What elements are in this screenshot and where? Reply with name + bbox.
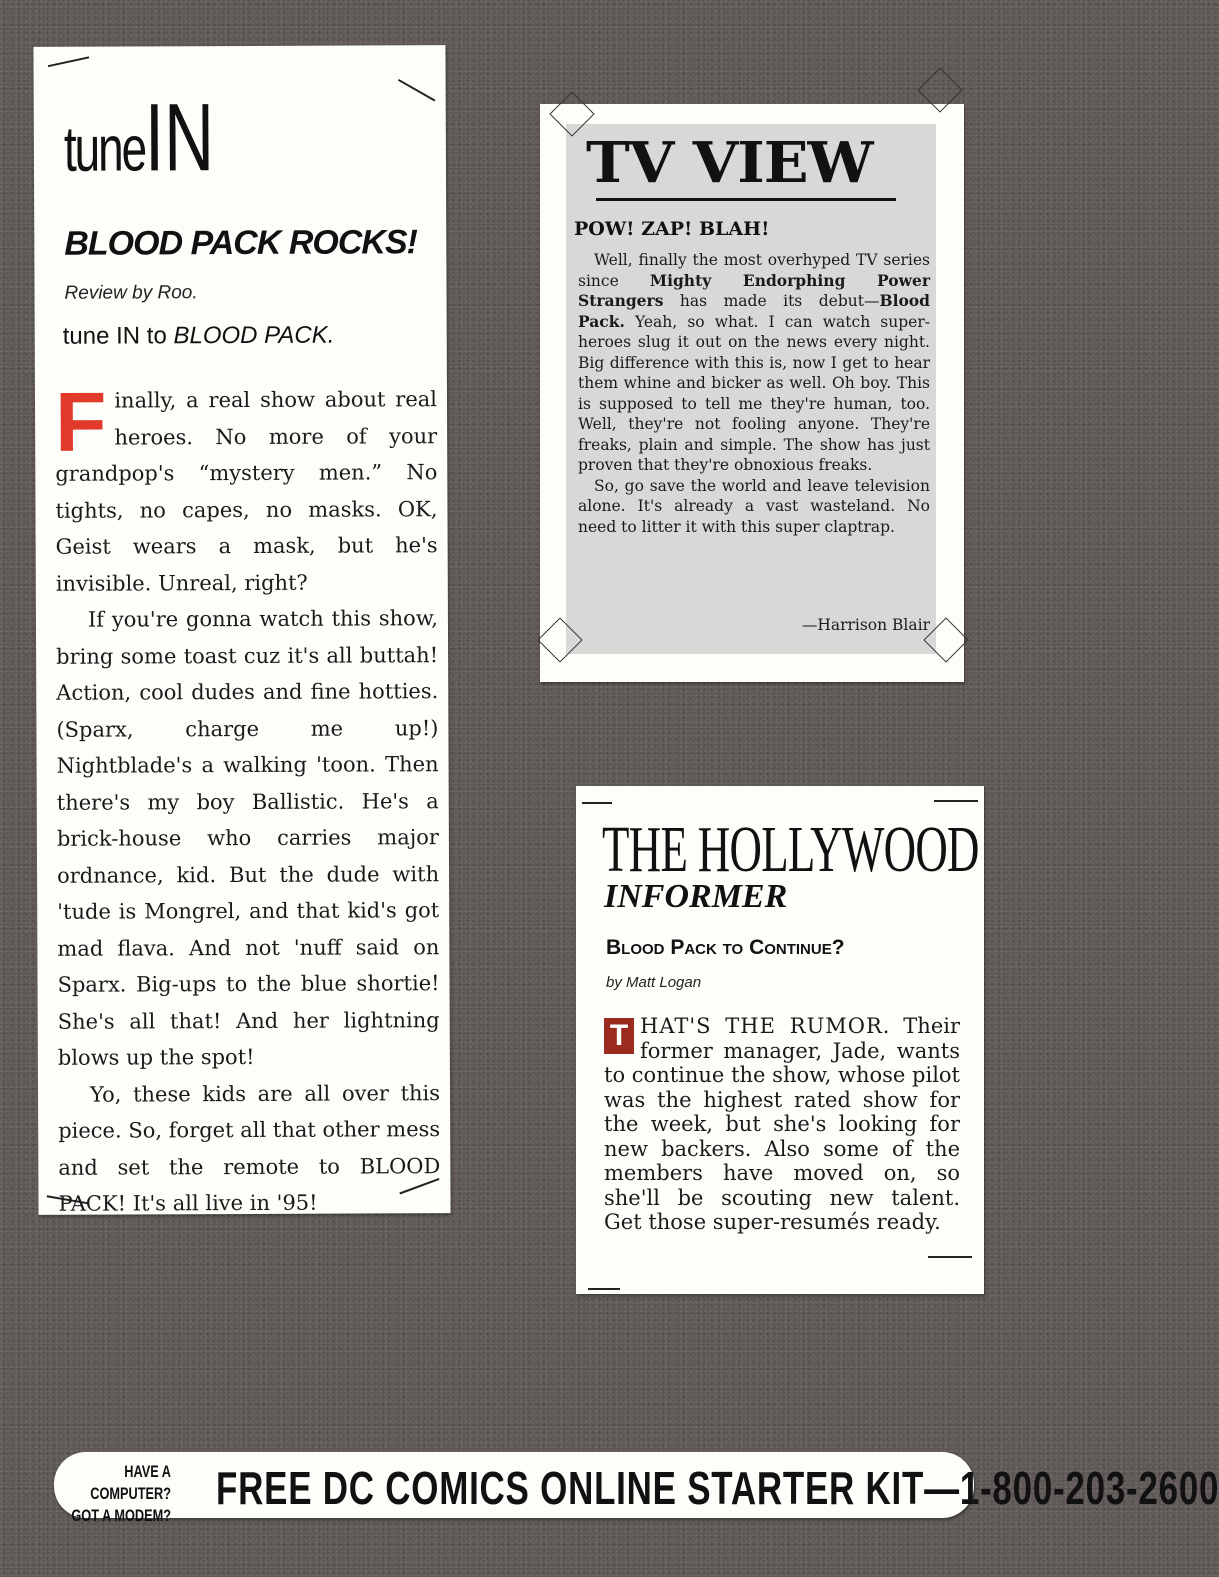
title-rule <box>596 198 896 201</box>
drop-cap: T <box>604 1018 634 1054</box>
paragraph-text: inally, a real show about real heroes. No more of your grandpop's “mystery men.” No tights, no capes, no masks. OK, Geist wears a mask, but he's invisible. Unreal, right? <box>55 387 438 596</box>
paragraph: So, go save the world and leave television alone. It's already a vast wasteland. No need to litter it with this super claptrap. <box>578 476 930 536</box>
hollywood-body <box>604 1014 960 1235</box>
tune-in-logo <box>63 84 215 192</box>
show-name: Blood Pack. <box>578 291 930 331</box>
paragraph: Yo, these kids are all over this piece. So, forget all that other mess and set the remote to BLOOD PACK! It's all live in '95! <box>58 1080 441 1216</box>
logo-big-text: IN <box>144 84 215 192</box>
lead-caps: HAT'S THE RUMOR. <box>640 1014 891 1038</box>
paragraph <box>54 374 438 602</box>
tape-mark <box>917 67 962 112</box>
hollywood-title: THE HOLLYWOOD <box>602 813 979 886</box>
body-text: Their former manager, Jade, wants to continue the show, whose pilot was the highest rated show for the week, but she's looking for new backers. Also some of the members have moved on, so she'll be scouting new talent. Get those super-resumés ready. <box>604 1014 961 1234</box>
text-run: Yeah, so what. I can watch super-heroes slug it out on the news every night. Big difference with this is, now I get to hear them whine and bicker as well. Oh boy. This is supposed to tell me they're human, too. Well, they're not fooling anyone. They're freaks, plain and simple. The show has just proven that they're obnoxious freaks. <box>578 312 930 474</box>
tape-mark <box>928 1256 972 1258</box>
tv-view-title: TV VIEW <box>586 130 873 196</box>
tape-mark <box>582 802 612 804</box>
hollywood-informer-clipping <box>576 786 984 1294</box>
text-run: has made its debut— <box>663 292 880 310</box>
text-run: Well, finally the most overhyped TV series since <box>578 251 930 290</box>
tv-view-headline: POW! ZAP! BLAH! <box>574 218 770 240</box>
logo-small-text: tune <box>63 112 146 185</box>
signature: —Harrison Blair <box>801 616 930 634</box>
tape-mark <box>934 800 978 802</box>
show-name: Mighty Endorphing Power Strangers <box>578 270 930 310</box>
tune-in-lede <box>63 322 335 351</box>
banner-question <box>66 1461 171 1527</box>
tv-view-body <box>578 250 930 537</box>
tv-view-clipping <box>540 104 964 682</box>
banner-line-2: GOT A MODEM? <box>71 1506 171 1525</box>
banner-line-1: HAVE A COMPUTER? <box>90 1462 171 1503</box>
drop-cap: F <box>54 374 107 469</box>
tune-in-headline: BLOOD PACK ROCKS! <box>64 223 417 263</box>
hollywood-subtitle: INFORMER <box>604 878 788 915</box>
hollywood-byline: by Matt Logan <box>606 974 702 991</box>
online-starter-kit-banner <box>54 1452 1219 1525</box>
tune-in-clipping <box>33 45 450 1215</box>
tune-in-body <box>54 374 441 1222</box>
banner-main-text: FREE DC COMICS ONLINE STARTER KIT—1-800-203-2600 <box>216 1462 1219 1514</box>
tape-mark <box>48 56 89 67</box>
paragraph <box>578 250 930 476</box>
tape-mark <box>588 1288 620 1290</box>
tune-in-byline: Review by Roo. <box>64 282 198 304</box>
hollywood-headline: Blood Pack to Continue? <box>606 936 845 959</box>
tape-mark <box>398 79 435 102</box>
lede-prefix: tune IN to <box>62 322 174 350</box>
paragraph: If you're gonna watch this show, bring some toast cuz it's all buttah! Action, cool dudes and fine hotties. (Sparx, charge me up!) Nightblade's a walking 'toon. Then there's my boy Ballistic. He's a brick-house who carries major ordnance, kid. But the dude with 'tude is Mongrel, and that kid's got mad flava. And not 'nuff said on Sparx. Big-ups to the blue shortie! She's all that! And her lightning blows up the spot! <box>56 606 440 1070</box>
lede-title: BLOOD PACK. <box>173 321 335 350</box>
